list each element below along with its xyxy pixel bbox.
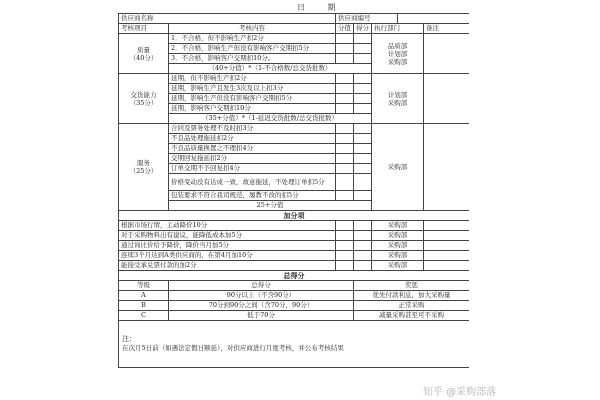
grade-score: 70分到90分之间（含70分，90分）: [169, 301, 354, 311]
remark-cell[interactable]: [424, 124, 470, 211]
bonus-rule: 能接受承兑票付款的加2分: [119, 261, 336, 271]
delivery-name: 交货能力: [130, 90, 157, 99]
quality-name: 质量: [137, 45, 150, 54]
got-cell[interactable]: [354, 84, 372, 94]
bonus-dept: 采购部: [372, 251, 424, 261]
delivery-rule: 延期，但不影响生产扣2分: [169, 74, 336, 84]
score-cell[interactable]: [336, 154, 354, 164]
score-cell[interactable]: [336, 134, 354, 144]
quality-rule: 1．不合格，但不影响生产扣2分: [169, 34, 336, 44]
service-points: （25分）: [129, 167, 158, 175]
service-name: 服务: [137, 159, 150, 167]
bonus-rule: 通过询比价给予降价，降价当月加5分: [119, 241, 336, 251]
remark-cell[interactable]: [424, 241, 470, 251]
score-cell[interactable]: [336, 251, 354, 261]
evaluation-table: [118, 13, 469, 368]
bonus-dept: 采购部: [372, 221, 424, 231]
got-cell[interactable]: [354, 241, 372, 251]
got-cell[interactable]: [354, 124, 372, 134]
dept-label: 采购部: [387, 57, 408, 66]
service-rule: 合同及票务处理不及时扣3分: [169, 124, 336, 134]
bonus-dept: 采购部: [372, 261, 424, 271]
grade-row: [119, 291, 470, 301]
score-cell[interactable]: [336, 231, 354, 241]
evaluation-form: [118, 13, 469, 400]
column-header-row: [119, 24, 470, 34]
score-cell[interactable]: [336, 191, 354, 201]
grade-reward: 正常采购: [354, 301, 470, 311]
delivery-rule: 延期，影响客户交期扣10分: [169, 104, 336, 114]
service-rule: 不良品处理拖延扣2分: [169, 134, 336, 144]
score-cell[interactable]: [336, 84, 354, 94]
got-cell[interactable]: [354, 74, 372, 84]
got-cell[interactable]: [354, 144, 372, 154]
got-cell[interactable]: [354, 164, 372, 174]
quality-rule: 3．不合格，影响客户交期扣10分。: [169, 54, 336, 64]
score-cell[interactable]: [336, 164, 354, 174]
supplier-code-label: 供应商编号: [336, 14, 398, 24]
service-dept: 采购部: [372, 124, 424, 211]
col-score: 分值: [336, 24, 354, 34]
level-header: 等级: [119, 281, 169, 291]
bonus-rule: 根据市场行情，主动降价10分: [119, 221, 336, 231]
supplier-code-value[interactable]: [398, 14, 470, 24]
got-cell[interactable]: [354, 231, 372, 241]
service-rule: 交期回复拖延扣2分: [169, 154, 336, 164]
grade-score: 低于70分: [169, 311, 354, 321]
score-cell[interactable]: [336, 94, 354, 104]
supplier-name-label: 供应商名称: [119, 14, 336, 24]
dept-label: 采购部: [387, 98, 408, 107]
got-cell[interactable]: [354, 54, 372, 64]
got-cell[interactable]: [354, 221, 372, 231]
delivery-depts: [372, 74, 424, 124]
score-cell[interactable]: [336, 34, 354, 44]
delivery-rule: 延期，影响生产且发生3次及以上扣3分: [169, 84, 336, 94]
quality-item: [119, 34, 169, 74]
got-cell[interactable]: [354, 261, 372, 271]
service-rule: 订单交期不予回复扣4分: [169, 164, 336, 174]
grade-level: B: [119, 301, 169, 311]
bonus-row: [119, 231, 470, 241]
bonus-rule: 对于采购物料出有建议，能降低成本加5分: [119, 231, 336, 241]
col-remark: 备注: [424, 24, 470, 34]
grade-reward: 优先付款利息，加大采购量: [354, 291, 470, 301]
delivery-points: （35分）: [129, 98, 158, 107]
grade-level: A: [119, 291, 169, 301]
remark-cell[interactable]: [424, 251, 470, 261]
dept-label: 计划部: [387, 90, 408, 99]
service-rule: 包装要求不符合我司规范，屡教不改的扣5分: [169, 191, 336, 201]
reward-header: 奖惩: [354, 281, 470, 291]
col-got: 得分: [354, 24, 372, 34]
col-dept: 执行部门: [372, 24, 424, 34]
score-cell[interactable]: [336, 54, 354, 64]
got-cell[interactable]: [354, 34, 372, 44]
got-cell[interactable]: [354, 174, 372, 191]
score-cell[interactable]: [336, 104, 354, 114]
got-cell[interactable]: [354, 134, 372, 144]
total-header-row: [119, 281, 470, 291]
total-title: 总得分: [119, 271, 470, 281]
total-title-row: [119, 271, 470, 281]
quality-row: [119, 34, 470, 44]
service-rule: 价格变动没有达成一致，故意拖延，不处理订单扣5分: [169, 174, 336, 191]
bonus-title: 加分项: [119, 211, 470, 221]
col-content: 考核内容: [169, 24, 336, 34]
service-item: [119, 124, 169, 211]
bonus-row: [119, 241, 470, 251]
col-item: 考核项目: [119, 24, 169, 34]
service-row: [119, 124, 470, 134]
grade-row: [119, 301, 470, 311]
bonus-dept: 采购部: [372, 241, 424, 251]
note-label: 注：: [122, 335, 136, 343]
service-rule: 不良品质量换置之不理扣4分: [169, 144, 336, 154]
remark-cell[interactable]: [424, 261, 470, 271]
score-cell[interactable]: [336, 174, 354, 191]
supplier-row: [119, 14, 470, 24]
delivery-item: [119, 74, 169, 124]
note-text: 在次月5日前（如遇法定假日顺延），对供应商进行月度考核，并公布考核结果: [122, 344, 344, 352]
quality-points: （40分）: [129, 53, 158, 62]
quality-depts: [372, 34, 424, 74]
score-cell[interactable]: [336, 261, 354, 271]
bonus-row: [119, 261, 470, 271]
score-cell[interactable]: [336, 74, 354, 84]
score-cell[interactable]: [336, 221, 354, 231]
bonus-dept: 采购部: [372, 231, 424, 241]
quality-formula: （40+分值）*（1-不合格数/总交货批数）: [169, 64, 372, 74]
note-row: [119, 321, 470, 368]
grade-row: [119, 311, 470, 321]
delivery-formula: （35+分值）*（1-延迟交货批数/总交货批数）: [169, 114, 372, 124]
grade-reward: 减量采购甚至可不采购: [354, 311, 470, 321]
bonus-title-row: [119, 211, 470, 221]
delivery-row: [119, 74, 470, 84]
remark-cell[interactable]: [424, 231, 470, 241]
note-cell: [119, 321, 470, 368]
score-cell[interactable]: [336, 144, 354, 154]
watermark: 知乎 @采购部落: [423, 387, 497, 398]
got-cell[interactable]: [354, 191, 372, 201]
got-cell[interactable]: [354, 94, 372, 104]
score-cell[interactable]: [336, 124, 354, 134]
dept-label: 计划部: [387, 49, 408, 58]
service-formula: 25+分值: [169, 201, 372, 211]
score-cell[interactable]: [336, 44, 354, 54]
bonus-row: [119, 221, 470, 231]
quality-rule: 2．不合格，影响生产但没有影响客户交期扣5分: [169, 44, 336, 54]
score-cell[interactable]: [336, 241, 354, 251]
grade-score: 90分以上（不含90分）: [169, 291, 354, 301]
date-label: 日 期: [297, 3, 346, 12]
remark-cell[interactable]: [424, 34, 470, 74]
total-score-header: 总得分: [169, 281, 354, 291]
got-cell[interactable]: [354, 154, 372, 164]
dept-label: 品质部: [387, 41, 408, 50]
remark-cell[interactable]: [424, 221, 470, 231]
bonus-rule: 连续3个月达到A类供应商的，在第4月加10分: [119, 251, 336, 261]
grade-level: C: [119, 311, 169, 321]
remark-cell[interactable]: [424, 74, 470, 124]
delivery-rule: 延期，影响生产但没有影响客户交期扣5分: [169, 94, 336, 104]
got-cell[interactable]: [354, 44, 372, 54]
got-cell[interactable]: [354, 104, 372, 114]
bonus-row: [119, 251, 470, 261]
got-cell[interactable]: [354, 251, 372, 261]
